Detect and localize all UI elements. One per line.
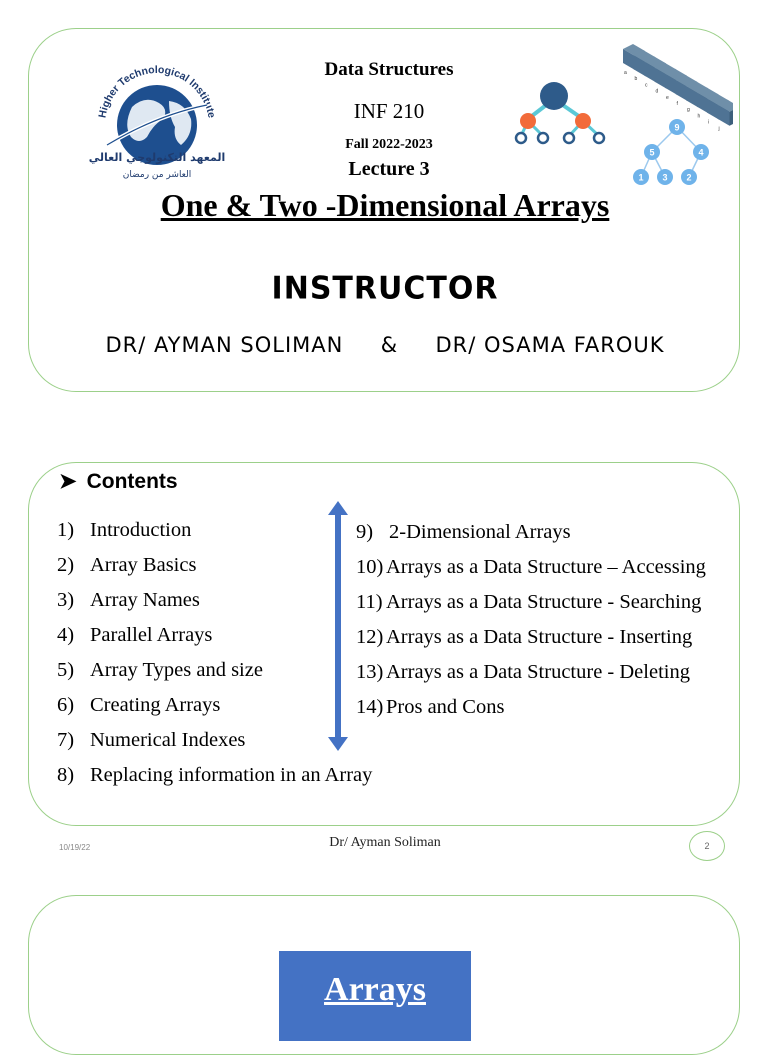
double-arrow-icon bbox=[327, 501, 349, 751]
array-block-label: g bbox=[687, 107, 690, 114]
contents-item bbox=[57, 688, 372, 723]
heap-node-label: 9 bbox=[674, 122, 680, 133]
item-text: Parallel Arrays bbox=[90, 624, 213, 646]
item-number: 3) bbox=[57, 589, 75, 611]
course-term: Fall 2022-2023 bbox=[345, 137, 433, 152]
course-name: Data Structures bbox=[324, 59, 454, 80]
item-text: Array Basics bbox=[90, 554, 197, 576]
logo-arabic-line1: المعهد التكنولوجي العالي bbox=[88, 151, 226, 164]
footer-date: 10/19/22 bbox=[59, 843, 91, 852]
item-text: Replacing information in an Array bbox=[90, 764, 373, 786]
array-block-label: f bbox=[676, 101, 678, 107]
array-block-label: b bbox=[634, 76, 638, 83]
item-text: Arrays as a Data Structure - Deleting bbox=[386, 661, 690, 683]
item-number: 12) bbox=[356, 626, 384, 648]
item-number: 11) bbox=[356, 591, 383, 613]
contents-item bbox=[356, 585, 706, 620]
tree-diagram-icon bbox=[516, 82, 604, 143]
item-number: 6) bbox=[57, 694, 75, 716]
item-number: 9) bbox=[356, 521, 374, 543]
contents-item bbox=[57, 513, 372, 548]
array-block-label: i bbox=[708, 119, 710, 126]
lecture-number: Lecture 3 bbox=[348, 158, 430, 180]
contents-item bbox=[57, 723, 372, 758]
institute-logo bbox=[77, 45, 237, 185]
contents-item bbox=[57, 548, 372, 583]
array-block-label: e bbox=[666, 94, 669, 101]
contents-item bbox=[356, 655, 706, 690]
array-block bbox=[718, 100, 734, 132]
instructor-heading-text: INSTRUCTOR bbox=[271, 270, 499, 307]
array-block-label: d bbox=[655, 88, 659, 95]
contents-heading bbox=[59, 469, 178, 494]
contents-item bbox=[356, 550, 706, 585]
item-text: Arrays as a Data Structure - Inserting bbox=[386, 626, 693, 648]
course-code: INF 210 bbox=[353, 99, 425, 123]
title-slide bbox=[28, 28, 740, 392]
item-number: 8) bbox=[57, 764, 75, 786]
heap-node-label: 4 bbox=[698, 147, 704, 158]
arrow-bullet-icon: ➤ bbox=[59, 470, 77, 493]
contents-item bbox=[356, 515, 706, 550]
contents-item bbox=[57, 653, 372, 688]
data-structures-graphic bbox=[513, 41, 733, 191]
item-text: Numerical Indexes bbox=[90, 729, 246, 751]
heap-node-label: 1 bbox=[638, 172, 644, 183]
instructor-1: DR/ AYMAN SOLIMAN bbox=[105, 333, 344, 357]
contents-item bbox=[57, 583, 372, 618]
heap-node-label: 5 bbox=[649, 147, 655, 158]
item-text: Array Types and size bbox=[90, 659, 263, 681]
item-number: 1) bbox=[57, 519, 75, 541]
logo-ring-text: Higher Technological Institute bbox=[96, 63, 218, 119]
item-text: Arrays as a Data Structure - Searching bbox=[386, 591, 702, 613]
item-number: 4) bbox=[57, 624, 75, 646]
item-text: Pros and Cons bbox=[386, 696, 505, 718]
instructor-heading bbox=[29, 270, 741, 307]
item-number: 10) bbox=[356, 556, 384, 578]
contents-item bbox=[356, 690, 706, 725]
array-block-label: h bbox=[697, 113, 701, 120]
contents-list-left bbox=[57, 513, 372, 793]
heap-node-label: 3 bbox=[662, 172, 668, 183]
contents-item bbox=[57, 618, 372, 653]
instructor-2: DR/ OSAMA FAROUK bbox=[435, 333, 665, 357]
lecture-title: One & Two -Dimensional Arrays bbox=[160, 187, 610, 223]
page-number bbox=[689, 831, 725, 861]
item-text: Creating Arrays bbox=[90, 694, 221, 716]
item-number: 14) bbox=[356, 696, 384, 718]
instructor-names bbox=[29, 333, 741, 357]
array-block-label: c bbox=[645, 82, 648, 89]
logo-arabic-line2: العاشر من رمضان bbox=[122, 170, 192, 180]
item-text: Array Names bbox=[90, 589, 200, 611]
contents-heading-text: Contents bbox=[86, 470, 178, 493]
item-number: 7) bbox=[57, 729, 75, 751]
item-text: Introduction bbox=[90, 519, 192, 541]
page-number-text: 2 bbox=[704, 841, 710, 851]
footer-author: Dr/ Ayman Soliman bbox=[329, 835, 441, 850]
contents-item bbox=[356, 620, 706, 655]
heap-tree-icon bbox=[633, 119, 709, 185]
item-text: 2-Dimensional Arrays bbox=[389, 521, 571, 543]
array-blocks-icon bbox=[623, 44, 733, 132]
item-number: 2) bbox=[57, 554, 75, 576]
contents-list-right bbox=[356, 515, 706, 725]
instructor-separator: & bbox=[380, 333, 399, 357]
heap-node-label: 2 bbox=[686, 172, 692, 183]
contents-slide bbox=[28, 462, 740, 852]
item-number: 5) bbox=[57, 659, 75, 681]
arrays-slide bbox=[28, 895, 740, 1055]
array-block-label: a bbox=[624, 70, 627, 76]
item-number: 13) bbox=[356, 661, 384, 683]
array-block-label: j bbox=[718, 125, 720, 132]
contents-item bbox=[57, 758, 372, 793]
arrays-title-box bbox=[279, 951, 471, 1041]
arrays-title: Arrays bbox=[324, 971, 426, 1008]
item-text: Arrays as a Data Structure – Accessing bbox=[386, 556, 706, 578]
